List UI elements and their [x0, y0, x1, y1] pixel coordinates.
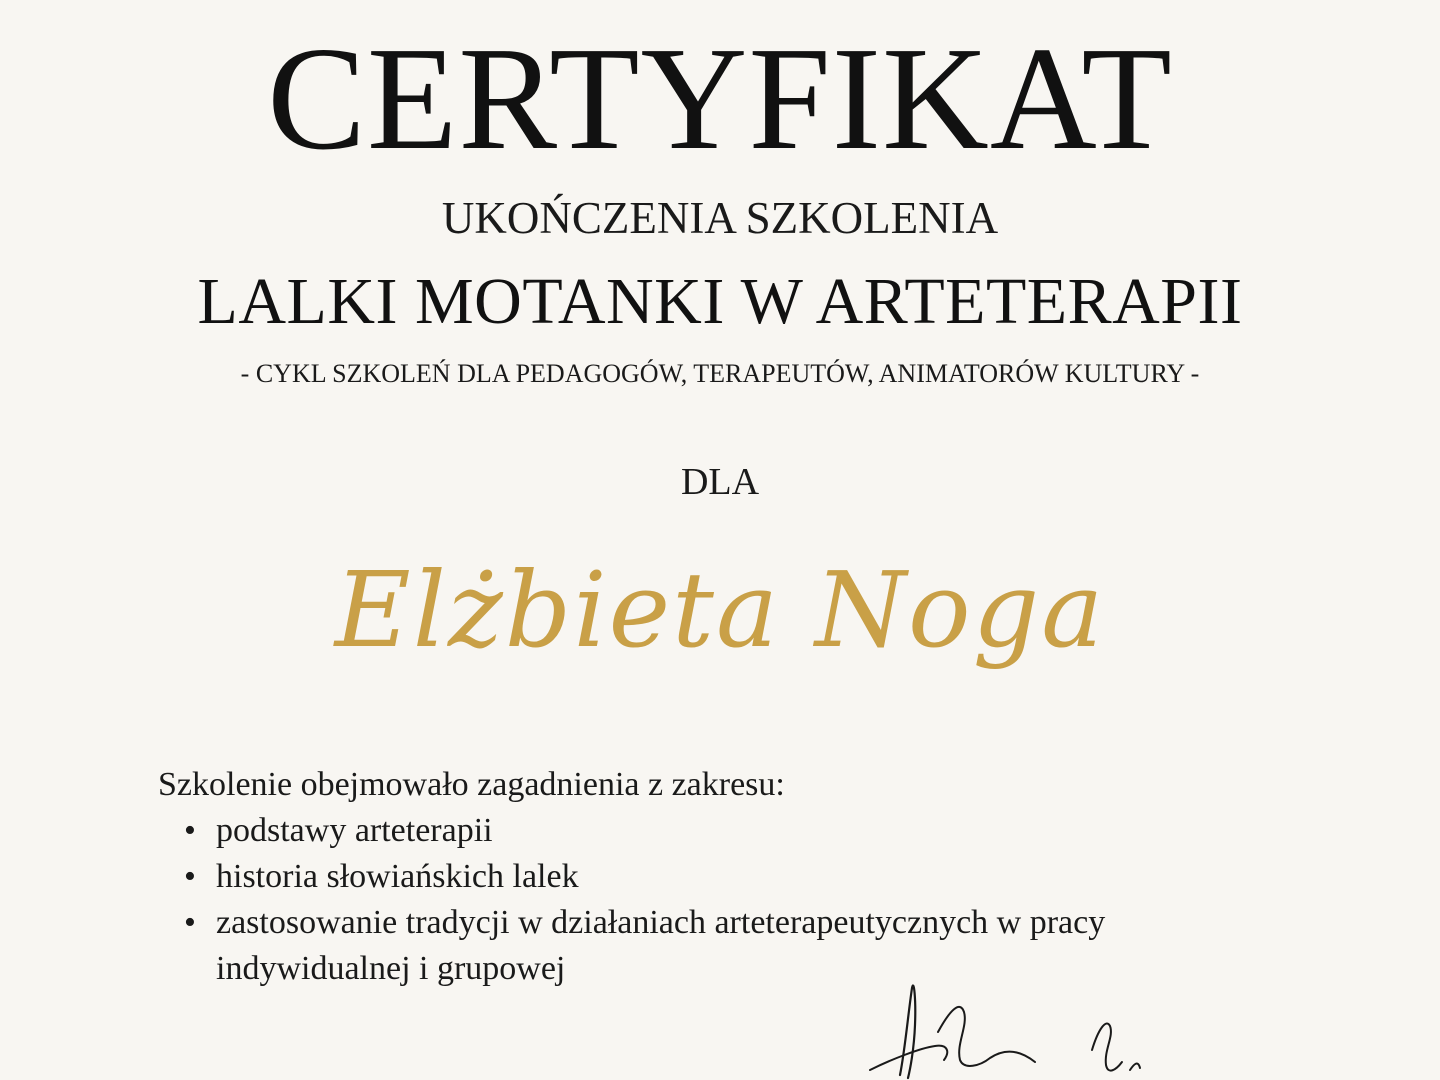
topic-text: podstawy arteterapii — [216, 812, 493, 849]
topic-list — [158, 808, 1258, 992]
handwritten-signature — [860, 970, 1160, 1080]
bullet-icon: • — [184, 812, 196, 849]
certificate-subtitle: UKOŃCZENIA SZKOLENIA — [441, 193, 999, 243]
list-item — [158, 854, 1258, 900]
course-title: LALKI MOTANKI W ARTETERAPII — [197, 265, 1243, 338]
topic-text: historia słowiańskich lalek — [216, 858, 579, 895]
bullet-icon: • — [184, 904, 196, 941]
recipient-name: Elżbieta Noga — [334, 549, 1106, 671]
for-label: DLA — [680, 461, 760, 503]
topic-text: zastosowanie tradycji w działaniach arteterapeutycznych w pracy indywidualnej i grupowej — [216, 904, 1106, 987]
course-content — [158, 762, 1258, 992]
content-intro: Szkolenie obejmowało zagadnienia z zakresu: — [158, 766, 785, 803]
bullet-icon: • — [184, 858, 196, 895]
course-cycle: - CYKL SZKOLEŃ DLA PEDAGOGÓW, TERAPEUTÓW, ANIMATORÓW KULTURY - — [240, 359, 1200, 388]
certificate-title: CERTYFIKAT — [267, 17, 1173, 181]
list-item — [158, 808, 1258, 854]
